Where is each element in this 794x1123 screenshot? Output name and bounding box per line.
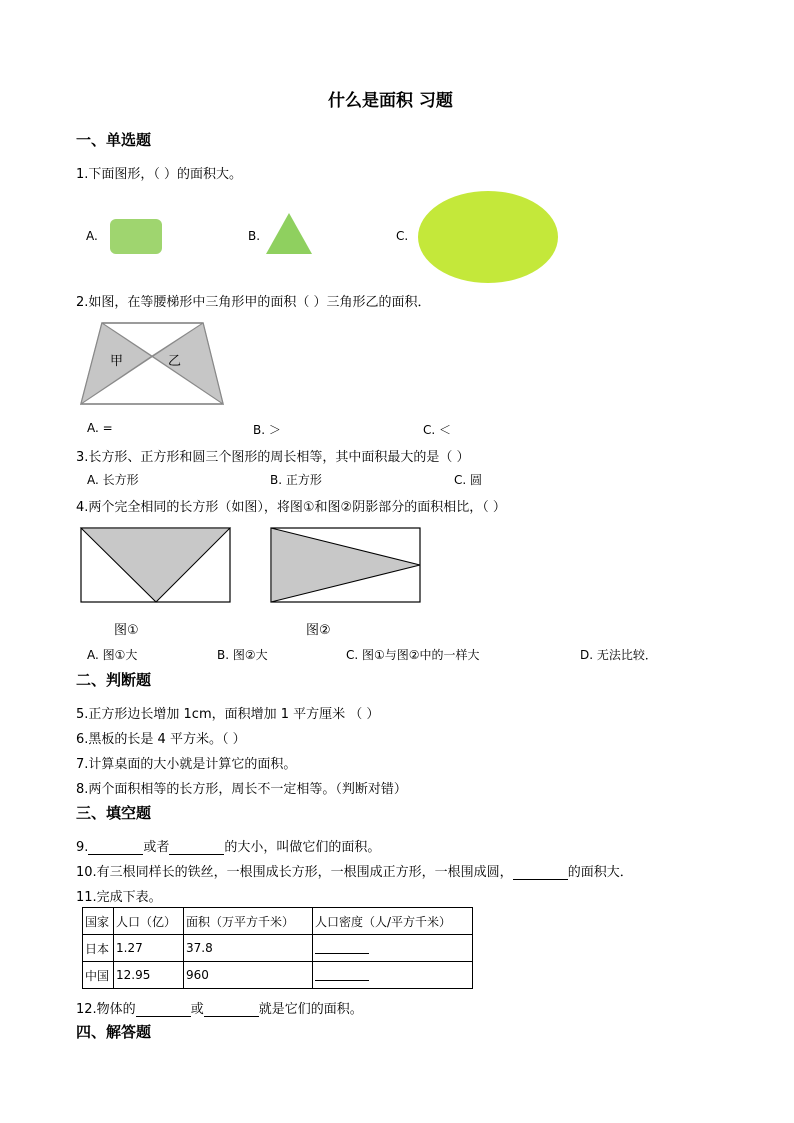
section-heading-2: 二、判断题 [76, 671, 152, 689]
question-3: 3.长方形、正方形和圆三个图形的周长相等，其中面积最大的是（ ） [76, 450, 470, 465]
table-cell: 1.27 [114, 935, 184, 962]
table-header-row [83, 908, 473, 935]
answer-blank[interactable] [315, 966, 369, 981]
question-2: 2.如图，在等腰梯形中三角形甲的面积（ ）三角形乙的面积． [76, 295, 431, 310]
q12-part-2: 或 [190, 1002, 204, 1017]
option-c-label: C. [396, 229, 409, 243]
table-cell-blank[interactable] [313, 935, 473, 962]
question-7: 7.计算桌面的大小就是计算它的面积。 [76, 757, 297, 772]
question-8: 8.两个面积相等的长方形，周长不一定相等。（判断对错） [76, 782, 407, 797]
section-heading-3: 三、填空题 [76, 804, 152, 822]
q4-option-a: A. 图①大 [87, 648, 138, 662]
answer-blank[interactable] [315, 939, 369, 954]
question-10 [76, 861, 633, 880]
data-table [82, 907, 473, 989]
table-cell: 12.95 [114, 962, 184, 989]
q10-part-2: 的面积大． [567, 865, 633, 880]
table-header-cell: 人口（亿） [114, 908, 184, 935]
q2-option-b: B. ＞ [253, 423, 281, 437]
q9-part-2: 或者 [143, 840, 170, 855]
question-9 [76, 836, 380, 855]
q2-option-c: C. ＜ [423, 423, 452, 437]
question-1: 1.下面图形，（ ）的面积大。 [76, 167, 243, 182]
q10-blank[interactable] [513, 867, 568, 880]
q12-part-3: 就是它们的面积。 [258, 1002, 363, 1017]
table-header-cell: 国家 [83, 908, 114, 935]
table-cell-blank[interactable] [313, 962, 473, 989]
section-heading-1: 一、单选题 [76, 131, 152, 149]
label-jia: 甲 [110, 354, 124, 369]
table-cell: 中国 [83, 962, 114, 989]
q3-option-a: A. 长方形 [87, 473, 139, 487]
question-5: 5.正方形边长增加 1cm，面积增加 1 平方厘米 （ ） [76, 707, 380, 722]
q9-blank-2[interactable] [169, 842, 224, 855]
option-a-label: A. [86, 229, 98, 243]
question-12 [76, 998, 363, 1017]
table-row [83, 935, 473, 962]
q4-option-d: D. 无法比较． [580, 648, 657, 662]
q9-part-3: 的大小，叫做它们的面积。 [224, 840, 381, 855]
question-4: 4.两个完全相同的长方形（如图），将图①和图②阴影部分的面积相比，（ ） [76, 500, 506, 515]
label-yi: 乙 [168, 354, 182, 369]
table-cell: 960 [184, 962, 313, 989]
figure-2-caption: 图② [306, 623, 331, 638]
question-11: 11.完成下表。 [76, 890, 162, 905]
q10-part-1: 10.有三根同样长的铁丝，一根围成长方形，一根围成正方形，一根围成圆， [76, 865, 513, 880]
question-6: 6.黑板的长是 4 平方米。（ ） [76, 732, 246, 747]
q4-option-b: B. 图②大 [217, 648, 268, 662]
table-cell: 日本 [83, 935, 114, 962]
page-title: 什么是面积 习题 [328, 91, 453, 111]
q3-option-b: B. 正方形 [270, 473, 322, 487]
figure-1-caption: 图① [114, 623, 139, 638]
table-header-cell: 面积（万平方千米） [184, 908, 313, 935]
q9-blank-1[interactable] [88, 842, 143, 855]
table-header-cell: 人口密度（人/平方千米） [313, 908, 473, 935]
q9-part-1: 9. [76, 840, 89, 855]
q4-option-c: C. 图①与图②中的一样大 [346, 648, 480, 662]
q12-part-1: 12.物体的 [76, 1002, 136, 1017]
q12-blank-2[interactable] [204, 1004, 259, 1017]
section-heading-4: 四、解答题 [76, 1023, 152, 1041]
option-b-label: B. [248, 229, 261, 243]
q3-option-c: C. 圆 [454, 473, 483, 487]
table-cell: 37.8 [184, 935, 313, 962]
q2-option-a: A. = [87, 421, 113, 435]
table-row [83, 962, 473, 989]
q12-blank-1[interactable] [136, 1004, 191, 1017]
